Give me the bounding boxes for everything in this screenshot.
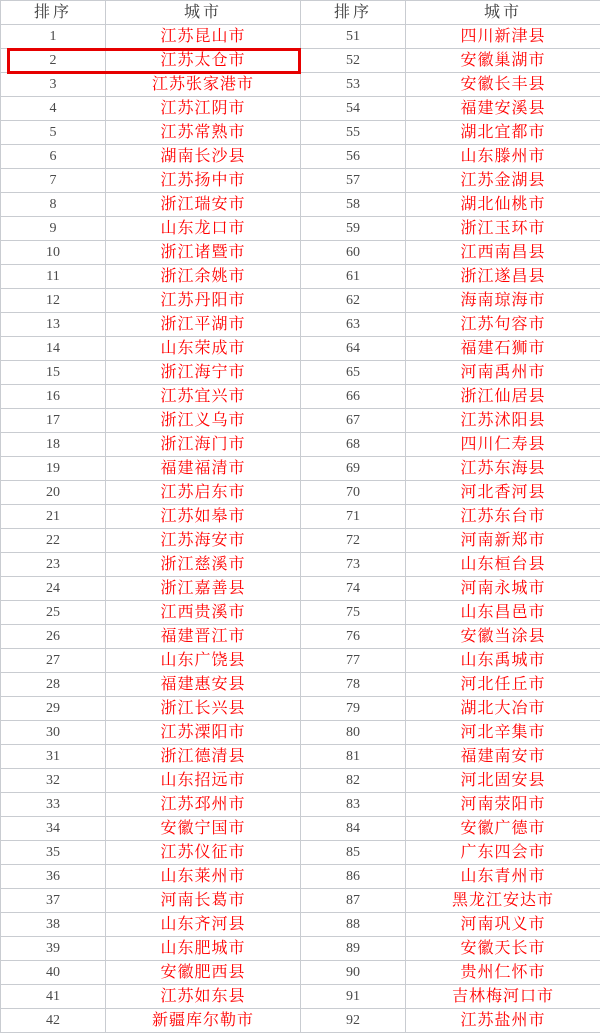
cell-city-left: 福建晋江市 <box>106 625 301 649</box>
table-row <box>1 241 600 265</box>
table-row <box>1 433 600 457</box>
table-row <box>1 745 600 769</box>
column-header-rank-right: 排序 <box>301 1 406 25</box>
cell-rank-left: 36 <box>1 865 106 889</box>
column-header-city-left: 城市 <box>106 1 301 25</box>
cell-rank-left: 26 <box>1 625 106 649</box>
cell-city-right: 湖北仙桃市 <box>406 193 600 217</box>
cell-rank-left: 11 <box>1 265 106 289</box>
table-row <box>1 529 600 553</box>
cell-rank-right: 57 <box>301 169 406 193</box>
cell-rank-left: 4 <box>1 97 106 121</box>
table-row <box>1 385 600 409</box>
cell-rank-right: 85 <box>301 841 406 865</box>
cell-rank-right: 67 <box>301 409 406 433</box>
table-row <box>1 649 600 673</box>
table-row <box>1 937 600 961</box>
cell-rank-left: 10 <box>1 241 106 265</box>
cell-rank-left: 28 <box>1 673 106 697</box>
cell-city-left: 浙江海门市 <box>106 433 301 457</box>
cell-city-right: 山东禹城市 <box>406 649 600 673</box>
cell-city-left: 江苏江阴市 <box>106 97 301 121</box>
cell-rank-right: 78 <box>301 673 406 697</box>
cell-city-right: 河北任丘市 <box>406 673 600 697</box>
cell-rank-left: 31 <box>1 745 106 769</box>
cell-city-right: 河南永城市 <box>406 577 600 601</box>
table-row <box>1 1009 600 1033</box>
cell-rank-right: 68 <box>301 433 406 457</box>
cell-rank-right: 65 <box>301 361 406 385</box>
table-row <box>1 673 600 697</box>
table-row <box>1 625 600 649</box>
cell-rank-left: 35 <box>1 841 106 865</box>
cell-city-left: 浙江余姚市 <box>106 265 301 289</box>
cell-city-right: 湖北大冶市 <box>406 697 600 721</box>
cell-rank-right: 63 <box>301 313 406 337</box>
table-row <box>1 145 600 169</box>
cell-city-right: 河北香河县 <box>406 481 600 505</box>
cell-rank-left: 21 <box>1 505 106 529</box>
cell-rank-left: 3 <box>1 73 106 97</box>
cell-rank-right: 61 <box>301 265 406 289</box>
column-header-rank-left: 排序 <box>1 1 106 25</box>
cell-rank-right: 55 <box>301 121 406 145</box>
cell-rank-right: 58 <box>301 193 406 217</box>
cell-city-right: 河北辛集市 <box>406 721 600 745</box>
cell-rank-left: 2 <box>1 49 106 73</box>
cell-rank-right: 64 <box>301 337 406 361</box>
table-header <box>1 1 600 25</box>
cell-city-left: 江苏常熟市 <box>106 121 301 145</box>
table-row <box>1 121 600 145</box>
cell-rank-right: 70 <box>301 481 406 505</box>
cell-rank-right: 80 <box>301 721 406 745</box>
cell-rank-right: 92 <box>301 1009 406 1033</box>
cell-rank-right: 87 <box>301 889 406 913</box>
cell-rank-right: 73 <box>301 553 406 577</box>
cell-rank-right: 81 <box>301 745 406 769</box>
cell-city-right: 河南新郑市 <box>406 529 600 553</box>
cell-city-right: 山东滕州市 <box>406 145 600 169</box>
cell-city-right: 安徽巢湖市 <box>406 49 600 73</box>
table-row <box>1 73 600 97</box>
cell-city-right: 安徽当涂县 <box>406 625 600 649</box>
cell-rank-left: 42 <box>1 1009 106 1033</box>
table-body <box>1 25 600 1033</box>
cell-rank-left: 6 <box>1 145 106 169</box>
table-row <box>1 841 600 865</box>
table-row <box>1 985 600 1009</box>
cell-city-left: 江苏太仓市 <box>106 49 301 73</box>
cell-city-left: 浙江瑞安市 <box>106 193 301 217</box>
cell-rank-right: 76 <box>301 625 406 649</box>
cell-city-right: 广东四会市 <box>406 841 600 865</box>
cell-city-right: 安徽广德市 <box>406 817 600 841</box>
cell-rank-left: 34 <box>1 817 106 841</box>
table-row <box>1 337 600 361</box>
table-row <box>1 721 600 745</box>
table-row <box>1 25 600 49</box>
cell-rank-right: 62 <box>301 289 406 313</box>
table-row <box>1 193 600 217</box>
cell-city-left: 新疆库尔勒市 <box>106 1009 301 1033</box>
cell-city-left: 江苏海安市 <box>106 529 301 553</box>
table-header-row <box>1 1 600 25</box>
table-row <box>1 769 600 793</box>
table-row <box>1 217 600 241</box>
cell-rank-left: 15 <box>1 361 106 385</box>
cell-city-right: 湖北宜都市 <box>406 121 600 145</box>
table-row <box>1 697 600 721</box>
cell-rank-right: 82 <box>301 769 406 793</box>
cell-rank-left: 12 <box>1 289 106 313</box>
cell-rank-left: 30 <box>1 721 106 745</box>
cell-rank-right: 59 <box>301 217 406 241</box>
cell-city-left: 江苏启东市 <box>106 481 301 505</box>
table-row <box>1 169 600 193</box>
cell-city-left: 湖南长沙县 <box>106 145 301 169</box>
cell-city-left: 江苏扬中市 <box>106 169 301 193</box>
cell-city-left: 河南长葛市 <box>106 889 301 913</box>
cell-city-right: 江苏沭阳县 <box>406 409 600 433</box>
cell-city-left: 山东招远市 <box>106 769 301 793</box>
table-row <box>1 577 600 601</box>
cell-city-left: 福建惠安县 <box>106 673 301 697</box>
cell-rank-right: 77 <box>301 649 406 673</box>
cell-rank-left: 5 <box>1 121 106 145</box>
cell-city-left: 江苏如东县 <box>106 985 301 1009</box>
cell-rank-left: 18 <box>1 433 106 457</box>
cell-city-right: 河南荥阳市 <box>406 793 600 817</box>
cell-city-left: 江苏如皋市 <box>106 505 301 529</box>
cell-city-left: 江苏宜兴市 <box>106 385 301 409</box>
cell-city-right: 河南巩义市 <box>406 913 600 937</box>
cell-city-left: 山东龙口市 <box>106 217 301 241</box>
cell-city-right: 山东桓台县 <box>406 553 600 577</box>
cell-city-left: 浙江诸暨市 <box>106 241 301 265</box>
cell-city-right: 山东昌邑市 <box>406 601 600 625</box>
cell-city-left: 山东莱州市 <box>106 865 301 889</box>
cell-city-left: 江苏仪征市 <box>106 841 301 865</box>
cell-city-left: 江苏丹阳市 <box>106 289 301 313</box>
cell-city-right: 福建安溪县 <box>406 97 600 121</box>
table-row <box>1 97 600 121</box>
cell-rank-left: 9 <box>1 217 106 241</box>
table-row <box>1 409 600 433</box>
cell-city-right: 吉林梅河口市 <box>406 985 600 1009</box>
cell-city-left: 江苏张家港市 <box>106 73 301 97</box>
cell-rank-left: 38 <box>1 913 106 937</box>
table-row <box>1 49 600 73</box>
cell-city-left: 浙江德清县 <box>106 745 301 769</box>
cell-rank-left: 19 <box>1 457 106 481</box>
cell-city-left: 安徽肥西县 <box>106 961 301 985</box>
cell-rank-left: 33 <box>1 793 106 817</box>
cell-city-right: 安徽天长市 <box>406 937 600 961</box>
cell-city-right: 江苏东海县 <box>406 457 600 481</box>
cell-city-right: 河北固安县 <box>406 769 600 793</box>
cell-rank-right: 91 <box>301 985 406 1009</box>
cell-rank-left: 23 <box>1 553 106 577</box>
cell-rank-right: 75 <box>301 601 406 625</box>
cell-rank-left: 16 <box>1 385 106 409</box>
cell-rank-right: 90 <box>301 961 406 985</box>
table-row <box>1 457 600 481</box>
cell-city-left: 浙江义乌市 <box>106 409 301 433</box>
table-row <box>1 793 600 817</box>
table-row <box>1 361 600 385</box>
cell-rank-left: 39 <box>1 937 106 961</box>
cell-rank-left: 24 <box>1 577 106 601</box>
cell-city-right: 江苏东台市 <box>406 505 600 529</box>
cell-city-left: 山东荣成市 <box>106 337 301 361</box>
cell-rank-left: 17 <box>1 409 106 433</box>
cell-city-right: 四川新津县 <box>406 25 600 49</box>
column-header-city-right: 城市 <box>406 1 600 25</box>
table-row <box>1 313 600 337</box>
cell-city-left: 江苏邳州市 <box>106 793 301 817</box>
cell-rank-left: 8 <box>1 193 106 217</box>
cell-city-right: 江苏句容市 <box>406 313 600 337</box>
cell-city-left: 福建福清市 <box>106 457 301 481</box>
table-row <box>1 889 600 913</box>
cell-rank-right: 72 <box>301 529 406 553</box>
table-row <box>1 865 600 889</box>
table-row <box>1 481 600 505</box>
cell-rank-right: 71 <box>301 505 406 529</box>
cell-rank-right: 79 <box>301 697 406 721</box>
cell-city-right: 海南琼海市 <box>406 289 600 313</box>
cell-rank-right: 56 <box>301 145 406 169</box>
cell-city-right: 四川仁寿县 <box>406 433 600 457</box>
cell-city-left: 江苏昆山市 <box>106 25 301 49</box>
cell-rank-right: 69 <box>301 457 406 481</box>
cell-city-right: 山东青州市 <box>406 865 600 889</box>
cell-city-left: 江西贵溪市 <box>106 601 301 625</box>
cell-rank-right: 53 <box>301 73 406 97</box>
cell-rank-right: 54 <box>301 97 406 121</box>
cell-rank-right: 60 <box>301 241 406 265</box>
cell-city-left: 山东广饶县 <box>106 649 301 673</box>
cell-rank-left: 37 <box>1 889 106 913</box>
cell-rank-left: 13 <box>1 313 106 337</box>
cell-city-right: 黑龙江安达市 <box>406 889 600 913</box>
cell-city-left: 江苏溧阳市 <box>106 721 301 745</box>
cell-rank-right: 84 <box>301 817 406 841</box>
cell-city-right: 浙江遂昌县 <box>406 265 600 289</box>
cell-city-right: 江苏金湖县 <box>406 169 600 193</box>
cell-rank-right: 52 <box>301 49 406 73</box>
cell-city-right: 浙江仙居县 <box>406 385 600 409</box>
cell-rank-left: 22 <box>1 529 106 553</box>
cell-rank-left: 1 <box>1 25 106 49</box>
table-row <box>1 913 600 937</box>
cell-rank-right: 83 <box>301 793 406 817</box>
cell-rank-right: 51 <box>301 25 406 49</box>
cell-rank-left: 27 <box>1 649 106 673</box>
cell-city-left: 浙江长兴县 <box>106 697 301 721</box>
cell-city-right: 福建南安市 <box>406 745 600 769</box>
cell-rank-left: 40 <box>1 961 106 985</box>
cell-city-left: 山东齐河县 <box>106 913 301 937</box>
cell-city-right: 安徽长丰县 <box>406 73 600 97</box>
cell-city-right: 河南禹州市 <box>406 361 600 385</box>
cell-rank-left: 7 <box>1 169 106 193</box>
cell-city-left: 安徽宁国市 <box>106 817 301 841</box>
cell-city-right: 浙江玉环市 <box>406 217 600 241</box>
cell-rank-left: 41 <box>1 985 106 1009</box>
cell-rank-left: 20 <box>1 481 106 505</box>
cell-rank-right: 66 <box>301 385 406 409</box>
cell-rank-left: 29 <box>1 697 106 721</box>
cell-city-right: 江西南昌县 <box>406 241 600 265</box>
cell-city-right: 福建石狮市 <box>406 337 600 361</box>
table-row <box>1 961 600 985</box>
table-row <box>1 505 600 529</box>
cell-city-right: 贵州仁怀市 <box>406 961 600 985</box>
cell-rank-right: 86 <box>301 865 406 889</box>
cell-city-right: 江苏盐州市 <box>406 1009 600 1033</box>
cell-rank-left: 14 <box>1 337 106 361</box>
cell-city-left: 浙江平湖市 <box>106 313 301 337</box>
cell-rank-right: 74 <box>301 577 406 601</box>
cell-city-left: 山东肥城市 <box>106 937 301 961</box>
table-row <box>1 817 600 841</box>
cell-rank-right: 89 <box>301 937 406 961</box>
table-row <box>1 553 600 577</box>
table-row <box>1 265 600 289</box>
table-row <box>1 601 600 625</box>
cell-city-left: 浙江嘉善县 <box>106 577 301 601</box>
cell-rank-right: 88 <box>301 913 406 937</box>
cell-city-left: 浙江慈溪市 <box>106 553 301 577</box>
cell-rank-left: 32 <box>1 769 106 793</box>
cell-rank-left: 25 <box>1 601 106 625</box>
table-row <box>1 289 600 313</box>
cell-city-left: 浙江海宁市 <box>106 361 301 385</box>
